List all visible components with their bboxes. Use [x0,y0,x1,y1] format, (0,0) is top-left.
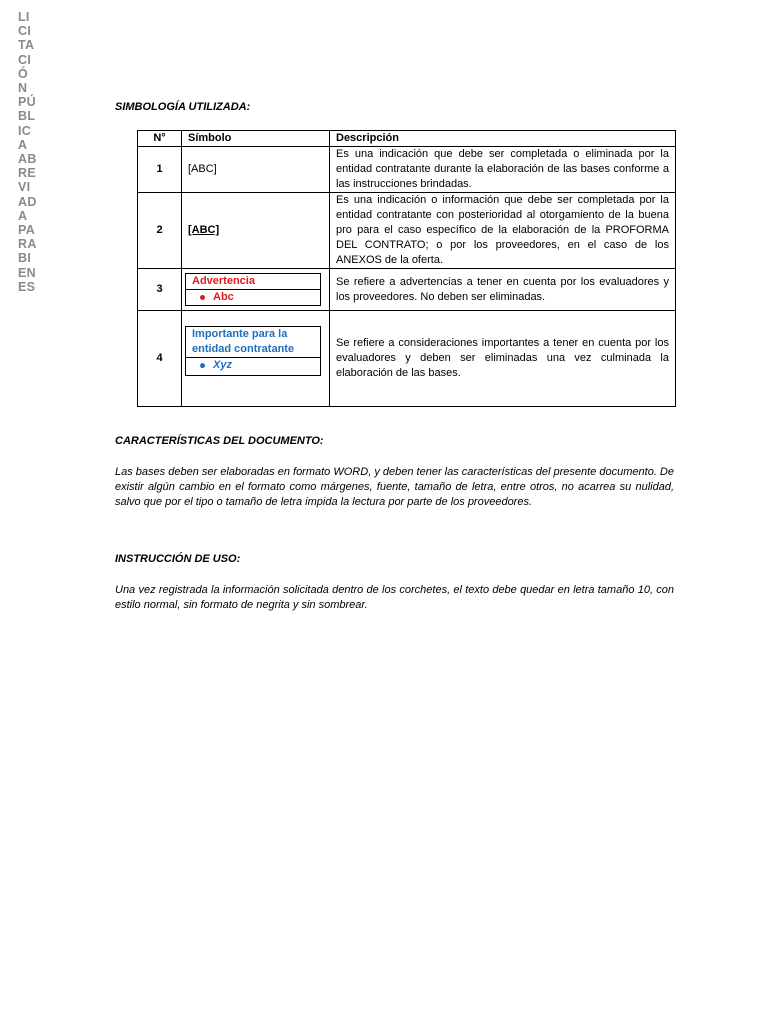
side-label-part: RE [18,166,36,181]
side-label-part: BI [18,251,32,266]
row-number: 4 [138,311,182,407]
side-label-part: Ó [18,66,29,81]
side-label-part: LI [18,10,30,24]
header-description: Descripción [330,131,676,147]
side-label-part: A [18,137,28,152]
row-symbol-cell [182,193,330,269]
table-row [138,147,676,193]
instruccion-text: Una vez registrada la información solicitada dentro de los corchetes, el texto debe quedar en letra tamaño 10, con estilo normal, sin formato de negrita y sin sombrear. [115,584,674,611]
warning-box-item-label: Abc [213,291,234,303]
instruccion-heading: INSTRUCCIÓN DE USO: [115,553,241,565]
side-label-part: CI [18,52,32,67]
row-description: Se refiere a advertencias a tener en cuenta por los evaluadores y los proveedores. No deben ser eliminadas. [330,269,676,311]
side-label-part: BL [18,109,36,124]
side-label-part: EN [18,265,36,280]
side-label-part: PA [18,223,36,238]
important-box [185,326,321,376]
row-description: Se refiere a consideraciones importantes a tener en cuenta por los evaluadores y deben ser eliminadas una vez culminada la elaboración de las bases. [330,311,676,407]
row-symbol-cell [182,269,330,311]
row-symbol: [ABC] [188,224,220,236]
side-label-part: TA [18,38,35,53]
warning-box-item [186,290,320,305]
table-row [138,311,676,407]
side-label-part: PÚ [18,95,36,110]
side-label [18,10,44,294]
header-num: N° [138,131,182,147]
caracteristicas-text: Las bases deben ser elaboradas en formato WORD, y deben tener las características del presente documento. De existir algún cambio en el formato como márgenes, fuente, tamaño de letra, entre otros, no acarrea su nulidad, salvo que por el tipo o tamaño de letra impida la lectura por parte de los proveedores. [115,466,674,508]
table-row [138,269,676,311]
caracteristicas-heading: CARACTERÍSTICAS DEL DOCUMENTO: [115,435,324,447]
side-label-part: RA [18,237,37,252]
bullet-icon [200,295,205,300]
warning-box-title: Advertencia [186,274,320,290]
side-label-part: AB [18,152,37,167]
header-symbol: Símbolo [182,131,330,147]
side-label-part: N [18,81,28,96]
row-number: 1 [138,147,182,193]
simbologia-heading: SIMBOLOGÍA UTILIZADA: [115,101,251,113]
row-symbol-cell [182,311,330,407]
table-header-row [138,131,676,147]
row-description: Es una indicación o información que debe ser completada por la entidad contratante con posterioridad al otorgamiento de la buena pro para el caso específico de la elaboración de la PROFORMA DEL CONTRATO; o por los proveedores, en el caso de los ANEXOS de la oferta. [330,193,676,269]
bullet-icon [199,362,206,369]
row-symbol: [ABC] [182,147,330,193]
row-description: Es una indicación que debe ser completada o eliminada por la entidad contratante durante la elaboración de las bases conforme a las instrucciones brindadas. [330,147,676,193]
row-number: 3 [138,269,182,311]
important-box-item-label: Xyz [213,359,232,371]
side-label-part: A [18,208,28,223]
side-label-part: ES [18,279,36,294]
important-box-title: Importante para la entidad contratante [186,327,320,358]
side-label-part: AD [18,194,37,209]
important-box-item [186,358,320,375]
symbology-table [137,130,676,407]
warning-box [185,273,321,306]
side-label-part: CI [18,24,32,39]
table-row [138,193,676,269]
side-label-part: VI [18,180,31,195]
row-number: 2 [138,193,182,269]
side-label-part: IC [18,123,32,138]
